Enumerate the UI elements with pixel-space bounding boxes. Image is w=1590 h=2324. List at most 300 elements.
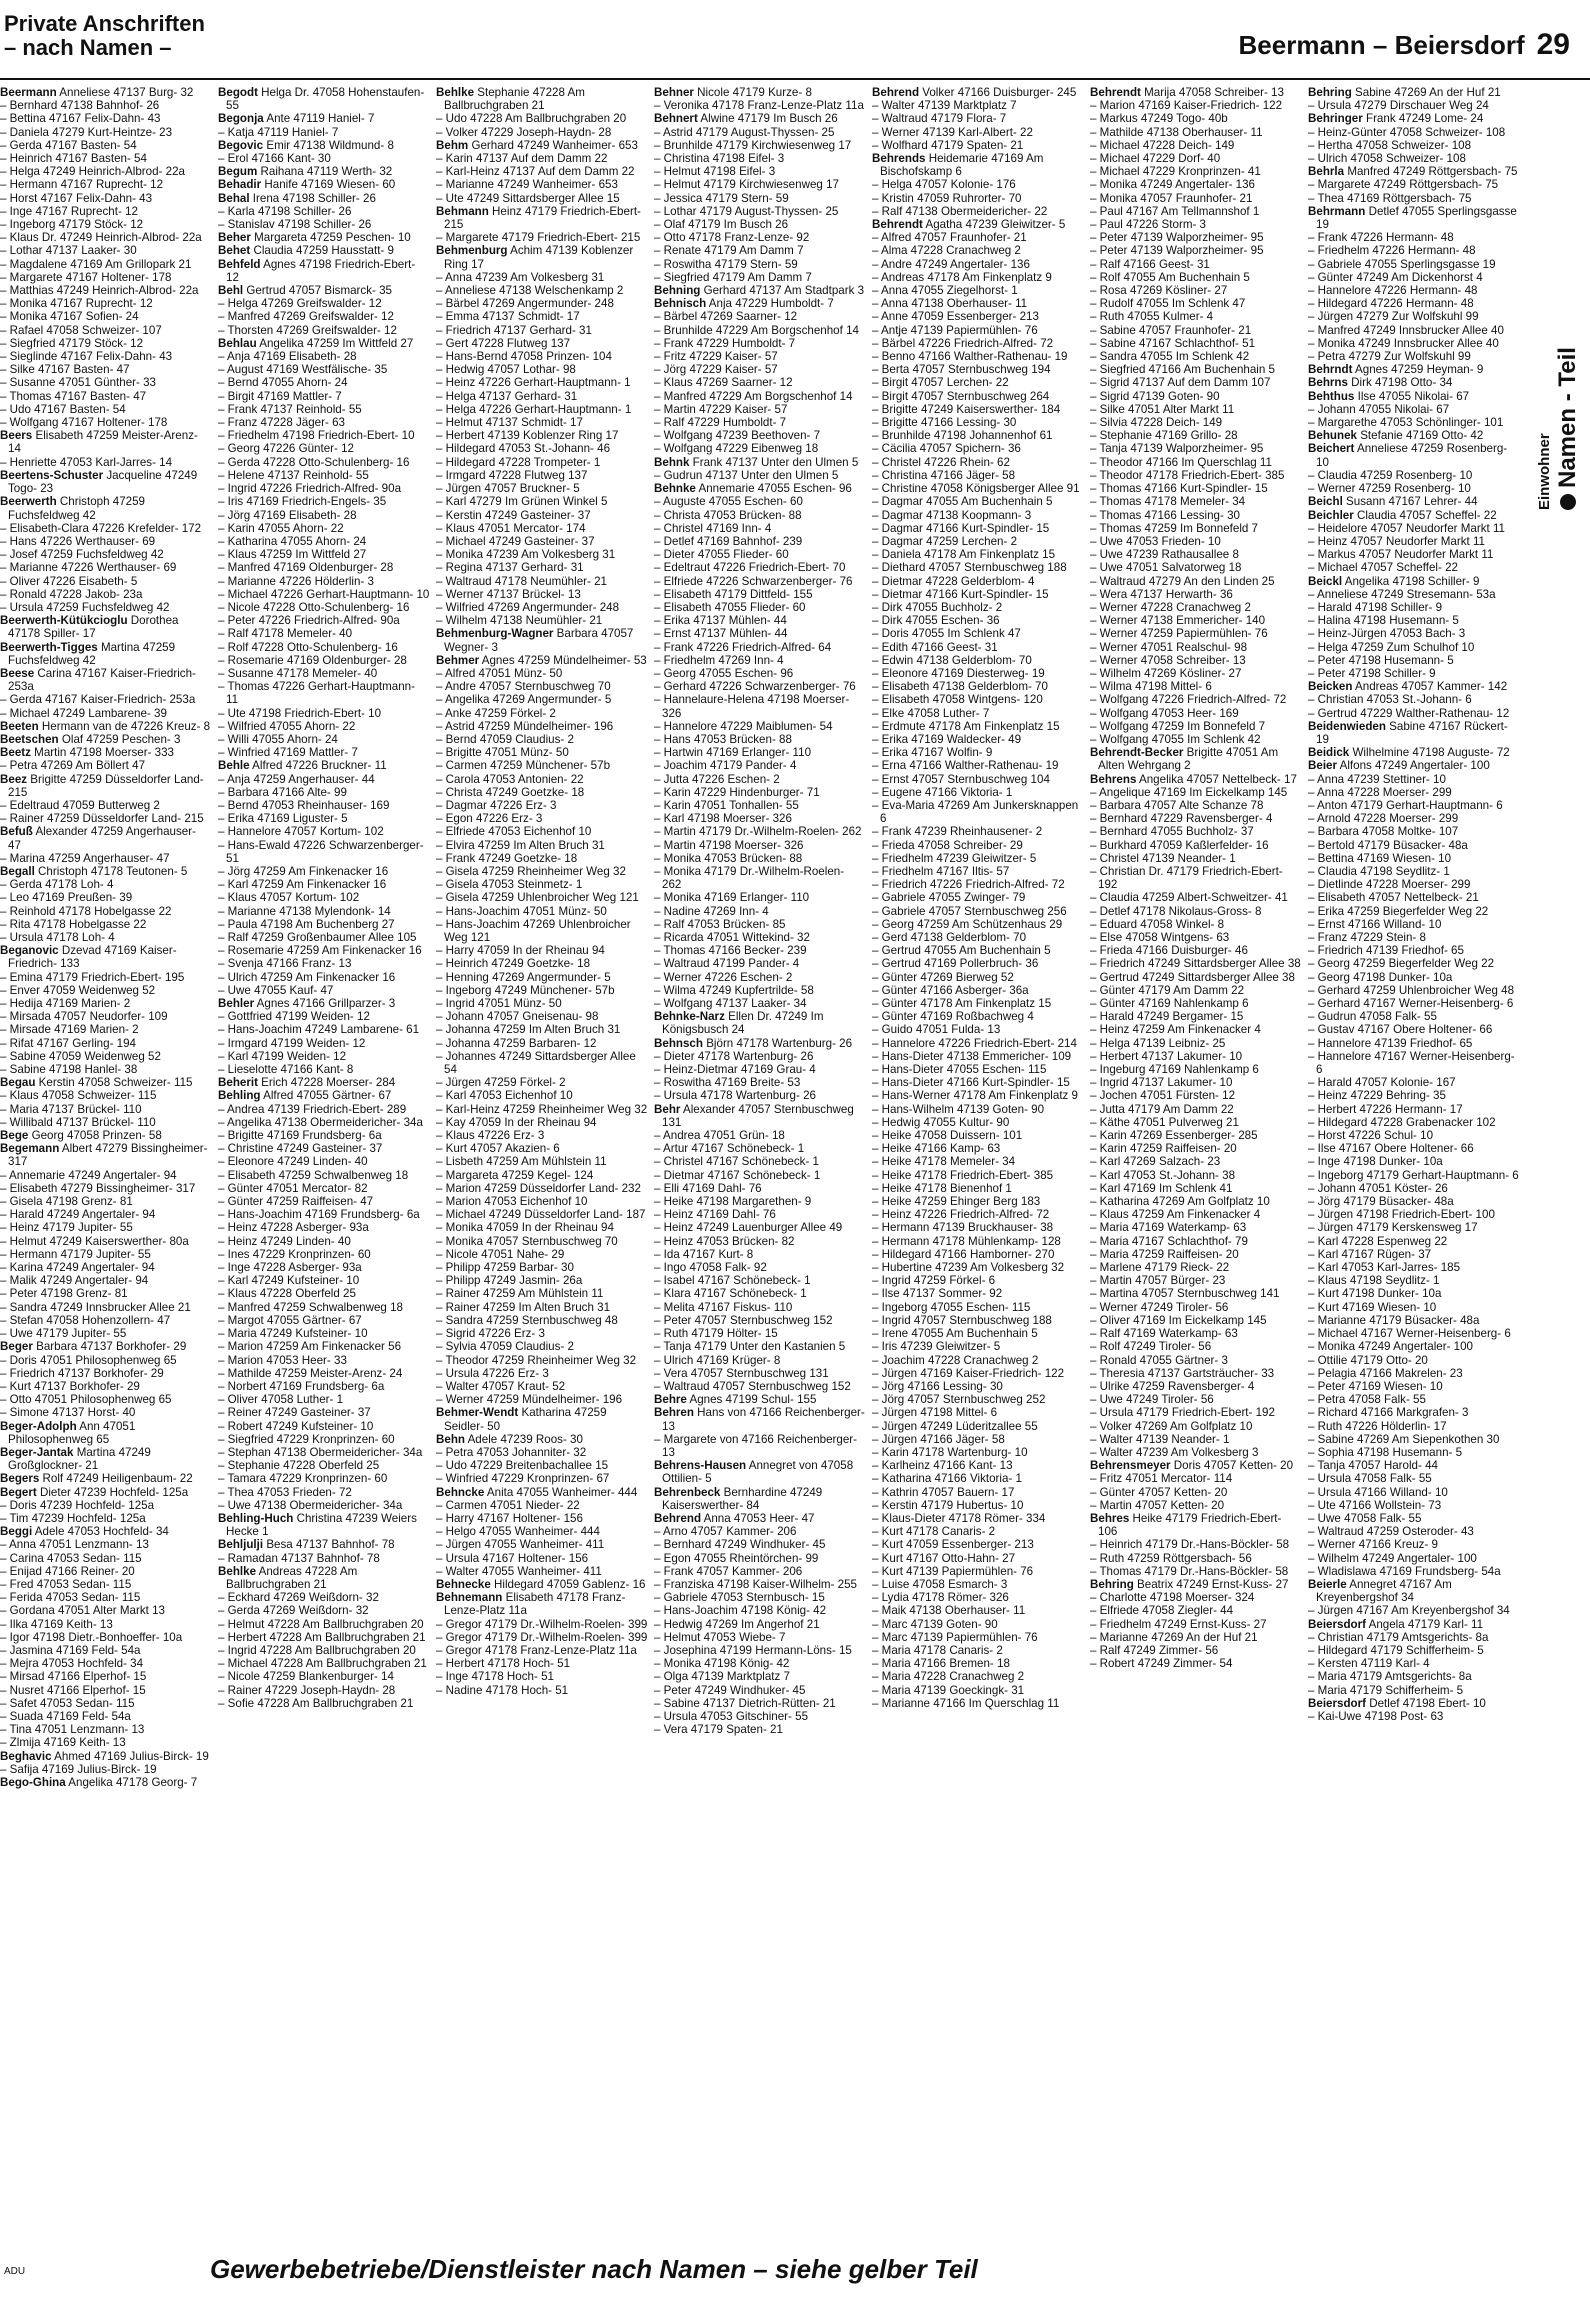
directory-entry: – Kurt 47178 Canaris- 2 [872,1525,996,1539]
directory-entry: – Friedhelm 47198 Friedrich-Ebert- 10 [218,429,415,443]
directory-entry: – Christa 47249 Goetzke- 18 [436,785,585,799]
directory-entry: – Wilma 47249 Kupfertrilde- 58 [654,983,814,997]
directory-entry: – Kersten 47119 Karl- 4 [1308,1657,1430,1671]
directory-entry: – Stanislav 47198 Schiller- 26 [218,218,372,232]
directory-entry: – Edith 47166 Geest- 31 [872,640,998,654]
directory-entry: – Ralf 47229 Humboldt- 7 [654,416,787,430]
directory-entry: – Hans-Wilhelm 47139 Goten- 90 [872,1102,1045,1116]
directory-entry: – Brigitte 47166 Lessing- 30 [872,416,1017,430]
directory-entry: – Hans-Dieter 47138 Emmericher- 109 [872,1049,1072,1063]
directory-entry: – Maria 47167 Schlachthof- 79 [1090,1234,1248,1248]
directory-column [654,86,866,2234]
directory-entry: – Gordana 47051 Alter Markt 13 [0,1604,165,1618]
directory-entry: – Mathilde 47138 Oberhauser- 11 [1090,125,1263,139]
directory-entry: – Gregor 47178 Franz-Lenze-Platz 11a [436,1643,637,1657]
directory-columns [0,86,1520,2234]
directory-entry: – Horst 47226 Schul- 10 [1308,1129,1434,1143]
directory-entry: – Svenja 47166 Franz- 13 [218,957,352,971]
directory-entry: – Enijad 47166 Reiner- 20 [0,1564,135,1578]
directory-entry: – Ilse 47137 Sommer- 92 [872,1287,1003,1301]
directory-entry: – Ottilie 47179 Otto- 20 [1308,1353,1428,1367]
directory-entry: – Thomas 47179 Dr.-Hans-Böckler- 58 [1090,1564,1289,1578]
directory-entry: – Else 47058 Wintgens- 63 [1090,931,1230,944]
directory-entry: – Hans-Werner 47178 Am Finkenplatz 9 [872,1089,1079,1103]
directory-entry: – Kurt 47059 Essenberger- 213 [872,1538,1034,1552]
directory-entry: – Bärbel 47269 Saarner- 12 [654,310,798,324]
directory-entry: – Barbara 47057 Alte Schanze 78 [1090,798,1264,812]
directory-entry: – Christine 47249 Gasteiner- 37 [218,1142,383,1156]
directory-entry: – Ernst 47057 Sternbuschweg 104 [872,772,1050,786]
directory-entry: Behrla Manfred 47249 Röttgersbach- 75 [1308,165,1518,179]
directory-entry: – Marianne 47249 Wanheimer- 653 [436,178,618,192]
directory-entry: – Waltraud 47199 Pander- 4 [654,957,800,971]
directory-entry: – Gabriele 47053 Sternbusch- 15 [654,1591,825,1605]
directory-entry: – Thomas 47166 Lessing- 30 [1090,508,1240,522]
directory-entry: – Edwin 47138 Gelderblom- 70 [872,653,1032,667]
directory-entry: – Wolfgang 47055 Im Schlenk 42 [1090,732,1261,746]
directory-entry: – Bertold 47179 Büsacker- 48a [1308,838,1468,852]
directory-entry: – Jürgen 47057 Bruckner- 5 [436,482,580,496]
directory-entry: – Ute 47249 Sittardsberger Allee 15 [436,191,620,205]
directory-entry: – Maria 47178 Canaris- 2 [872,1643,1003,1657]
directory-entry: – Michael 47249 Gasteiner- 37 [436,534,595,548]
directory-entry: – Marc 47139 Papiermühlen- 76 [872,1630,1038,1644]
directory-entry: – Elisabeth 47138 Gelderblom- 70 [872,680,1048,694]
directory-entry: – Kurt 47167 Otto-Hahn- 27 [872,1551,1016,1565]
directory-entry: – Rita 47178 Hobelgasse 22 [0,917,147,931]
directory-entry: – Jörg 47229 Kaiser- 57 [654,363,778,377]
directory-entry: – Reiner 47249 Gasteiner- 37 [218,1406,371,1420]
directory-entry: Behet Claudia 47259 Hausstatt- 9 [218,244,394,258]
entry-list [654,86,866,1736]
directory-entry: – Rosemarie 47169 Oldenburger- 28 [218,653,407,667]
directory-entry: – Thomas 47259 Im Bonnefeld 7 [1090,521,1259,535]
directory-entry: – Theodor 47166 Im Querschlag 11 [1090,455,1272,469]
directory-entry: – Monika 47249 Angertaler- 136 [1090,178,1256,192]
directory-entry: – Maria 47139 Goeckingk- 31 [872,1683,1025,1697]
directory-entry: – Ingrid 47137 Lakumer- 10 [1090,1076,1233,1090]
directory-entry: – Gerda 47228 Otto-Schulenberg- 16 [218,455,410,469]
directory-entry: – Gerhard 47167 Werner-Heisenberg- 6 [1308,997,1514,1011]
directory-entry: – Sophia 47198 Husemann- 5 [1308,1445,1463,1459]
directory-entry: – Wolfgang 47053 Heer- 169 [1090,706,1239,720]
directory-entry: – Herbert 47178 Hoch- 51 [436,1657,571,1671]
directory-entry: Behunek Stefanie 47169 Otto- 42 [1308,429,1484,443]
directory-entry: – Anke 47259 Förkel- 2 [436,706,556,720]
directory-entry: – Karin 47051 Tonhallen- 55 [654,798,799,812]
directory-entry: – Klara 47167 Schönebeck- 1 [654,1287,807,1301]
directory-entry: Beichler Claudia 47057 Scheffel- 22 [1308,508,1497,522]
directory-entry: – Ursula 47178 Loh- 4 [0,931,115,944]
directory-entry: – Silke 47167 Basten- 47 [0,363,130,377]
directory-entry: – Jessica 47179 Stern- 59 [654,191,789,205]
directory-entry: – Mirsada 47057 Neudorfer- 109 [0,1010,168,1024]
directory-entry: – Dirk 47055 Buchholz- 2 [872,600,1003,614]
directory-entry: – Friedrich 47137 Gerhard- 31 [436,323,592,337]
directory-entry: – Malik 47249 Angertaler- 94 [0,1274,149,1288]
directory-entry: – Peter 47139 Walporzheimer- 95 [1090,244,1264,258]
directory-entry: – Anna 47239 Stettiner- 10 [1308,772,1446,786]
directory-entry: – Wera 47137 Herwarth- 36 [1090,587,1233,601]
directory-entry: – Wilhelm 47269 Kösliner- 27 [1090,666,1242,680]
directory-entry: – Pelagia 47166 Makrelen- 23 [1308,1366,1463,1380]
directory-column [436,86,648,2234]
directory-entry: – Margot 47055 Gärtner- 67 [218,1313,362,1327]
page-footer [0,2240,1590,2300]
directory-entry: – Günter 47169 Roßbachweg 4 [872,1010,1034,1024]
section-title-line1: Private Anschriften [4,11,205,36]
directory-entry: – Jasmina 47169 Feld- 54a [0,1643,141,1657]
directory-entry: – Rafael 47058 Schweizer- 107 [0,323,162,337]
directory-entry: – Andrea 47051 Grün- 18 [654,1129,785,1143]
directory-entry: – Gerhard 47259 Uhlenbroicher Weg 48 [1308,983,1515,997]
directory-entry: – Ernst 47166 Willand- 10 [1308,917,1442,931]
directory-entry: – Klaus 47058 Schweizer- 115 [0,1089,157,1103]
directory-entry: – Wilfried 47055 Ahorn- 22 [218,719,356,733]
section-title [4,12,205,60]
directory-entry: Behrendt-Becker Brigitte 47051 Am Alten Wehrgang 2 [1090,746,1279,773]
directory-entry: – Simone 47137 Horst- 40 [0,1406,136,1420]
directory-entry: – Hannelore 47167 Werner-Heisenberg- 6 [1308,1049,1515,1077]
directory-entry: – Maria 47228 Cranachweg 2 [872,1670,1025,1684]
directory-entry: – Elisabeth-Clara 47226 Krefelder- 172 [0,521,202,535]
directory-entry: – Arno 47057 Kammer- 206 [654,1525,797,1539]
directory-entry: – Volker 47229 Joseph-Haydn- 28 [436,125,612,139]
directory-entry: – Anna 47228 Moerser- 299 [1308,785,1452,799]
directory-entry: – Halina 47198 Husemann- 5 [1308,614,1459,628]
directory-entry: – Karin 47269 Essenberger- 285 [1090,1129,1258,1143]
directory-entry: – Artur 47167 Schönebeck- 1 [654,1142,805,1156]
directory-entry: – Walter 47139 Neander- 1 [1090,1432,1230,1446]
directory-entry: – Sandra 47259 Sternbuschweg 48 [436,1313,618,1327]
directory-entry: – Werner 47051 Realschul- 98 [1090,640,1248,654]
directory-entry: – Carmen 47051 Nieder- 22 [436,1498,580,1512]
directory-entry: – Hermann 47178 Mühlenkamp- 128 [872,1234,1061,1248]
directory-entry: – Sabine 47057 Fraunhofer- 21 [1090,323,1252,337]
directory-entry: – Fred 47053 Sedan- 115 [0,1577,132,1591]
directory-entry: Beggi Adele 47053 Hochfeld- 34 [0,1525,169,1539]
directory-entry: – Ricarda 47051 Wittekind- 32 [654,931,810,944]
directory-entry: – Claudia 47259 Albert-Schweitzer- 41 [1090,891,1288,905]
directory-entry: – Tamara 47229 Kronprinzen- 60 [218,1472,388,1486]
directory-entry: Behrenbeck Bernhardine 47249 Kaiserswerther- 84 [654,1485,823,1512]
directory-entry: – Ingo 47058 Falk- 92 [654,1261,767,1275]
directory-entry: – Sofie 47228 Am Ballbruchgraben 21 [218,1696,414,1710]
directory-entry: Behmenburg Achim 47139 Koblenzer Ring 17 [436,244,634,271]
directory-entry: Behnke-Narz Ellen Dr. 47249 Im Königsbusch 24 [654,1010,824,1037]
directory-entry: – Margarete 47179 Friedrich-Ebert- 215 [436,231,641,245]
directory-entry: – Ruth 47259 Röttgersbach- 56 [1090,1551,1252,1565]
directory-entry: – Elisabeth 47279 Bissingheimer- 317 [0,1181,196,1195]
directory-entry: – Theresia 47137 Gartsträucher- 33 [1090,1366,1275,1380]
directory-entry: – Waltraud 47057 Sternbuschweg 152 [654,1379,851,1393]
directory-entry: – Werner 47166 Kreuz- 9 [1308,1538,1438,1552]
directory-entry: – Gerda 47178 Loh- 4 [0,878,114,892]
directory-entry: Beierle Annegret 47167 Am Kreyenbergshof 34 [1308,1577,1452,1605]
directory-entry: – Christel 47226 Rhein- 62 [872,455,1010,469]
directory-entry: – Michael 47228 Am Ballbruchgraben 21 [218,1657,427,1671]
directory-entry: Behrend Volker 47166 Duisburger- 245 [872,86,1077,99]
directory-entry: – Gerhard 47226 Schwarzenberger- 76 [654,680,856,694]
directory-entry: – Inge 47198 Dunker- 10a [1308,1155,1443,1169]
directory-entry: – Michael 47226 Gerhart-Hauptmann- 10 [218,587,430,601]
directory-entry: – Karl 47053 Karl-Jarres- 185 [1308,1261,1461,1275]
directory-entry: – Margareta 47259 Kegel- 124 [436,1168,594,1182]
directory-entry: – Willi 47055 Ahorn- 24 [218,732,338,746]
directory-entry: – Peter 47198 Husemann- 5 [1308,653,1454,667]
directory-entry: – Ute 47166 Wollstein- 73 [1308,1498,1442,1512]
directory-entry: Begert Dieter 47239 Hochfeld- 125a [0,1485,189,1499]
directory-entry: – Jürgen 47055 Wanheimer- 411 [436,1538,605,1552]
directory-entry: – Irmgard 47199 Weiden- 12 [218,1036,366,1050]
directory-entry: – Günter 47166 Asberger- 36a [872,983,1029,997]
directory-entry: – Inge 47228 Asberger- 93a [218,1261,362,1275]
directory-column [1090,86,1302,2234]
directory-entry: Behl Gertrud 47057 Bismarck- 35 [218,284,392,298]
directory-entry: – Zlmija 47169 Keith- 13 [0,1736,126,1750]
directory-entry: Bego-Ghina Angelika 47178 Georg- 7 [0,1776,198,1789]
directory-entry: – Karl 47199 Weiden- 12 [218,1049,347,1063]
directory-entry: Behnecke Hildegard 47059 Gablenz- 16 [436,1577,646,1591]
directory-entry: – Sandra 47055 Im Schlenk 42 [1090,350,1250,364]
directory-entry: Behringer Frank 47249 Lome- 24 [1308,112,1484,126]
directory-entry: – Cäcilia 47057 Spichern- 36 [872,442,1021,456]
directory-entry: – Olaf 47179 Im Busch 26 [654,218,789,232]
directory-entry: Beez Brigitte 47259 Düsseldorfer Land- 215 [0,772,204,799]
directory-entry: – Ferida 47053 Sedan- 115 [0,1591,141,1605]
directory-entry: – Herbert 47228 Am Ballbruchgraben 21 [218,1630,426,1644]
directory-entry: – Suada 47169 Feld- 54a [0,1709,131,1723]
directory-entry: – Inge 47178 Hoch- 51 [436,1670,554,1684]
directory-entry: – Andre 47057 Sternbuschweg 70 [436,680,611,694]
directory-entry: – Christian 47053 St.-Johann- 6 [1308,693,1472,707]
directory-entry: – Tanja 47139 Walporzheimer- 95 [1090,442,1264,456]
directory-entry: Bege Georg 47058 Prinzen- 58 [0,1129,162,1143]
directory-entry: – Theodor 47259 Rheinheimer Weg 32 [436,1353,637,1367]
directory-entry: – Klaus 47198 Seydlitz- 1 [1308,1274,1440,1288]
directory-entry: – Rainer 47229 Joseph-Haydn- 28 [218,1683,396,1697]
directory-entry: – Dieter 47055 Flieder- 60 [654,548,789,562]
directory-entry: – Heike 47178 Bienenhof 1 [872,1181,1012,1195]
directory-entry: – Markus 47249 Togo- 40b [1090,112,1228,126]
directory-entry: – Igor 47198 Dietr.-Bonhoeffer- 10a [0,1630,183,1644]
directory-entry: – Winfried 47229 Kronprinzen- 67 [436,1472,610,1486]
directory-entry: – Philipp 47259 Barbar- 30 [436,1261,574,1275]
directory-entry: – Mathilde 47259 Meister-Arenz- 24 [218,1366,403,1380]
directory-entry: Beidenwieden Sabine 47167 Rückert- 19 [1308,719,1508,746]
directory-entry: – Uwe 47179 Jupiter- 55 [0,1327,127,1341]
directory-entry: – Ursula 47226 Erz- 3 [436,1366,549,1380]
directory-entry: Beetz Martin 47198 Moerser- 333 [0,746,174,760]
directory-entry: – Ronald 47228 Jakob- 23a [0,587,143,601]
directory-entry: – Elvira 47259 Im Alten Bruch 31 [436,838,605,852]
directory-entry: – Bärbel 47269 Angermunder- 248 [436,297,614,311]
directory-entry: – Wilfried 47269 Angermunder- 248 [436,600,620,614]
directory-entry: – Heike 47058 Duissern- 101 [872,1129,1023,1143]
directory-entry: – Waltraud 47259 Osteroder- 43 [1308,1525,1474,1539]
directory-entry: – Anna 47239 Am Volkesberg 31 [436,270,605,284]
directory-entry: – Christel 47169 Inn- 4 [654,521,772,535]
directory-entry: – Kathrin 47057 Bauern- 17 [872,1485,1015,1499]
directory-entry: – Elli 47169 Dahl- 76 [654,1181,762,1195]
directory-entry: – Jürgen 47167 Am Kreyenbergshof 34 [1308,1604,1510,1618]
directory-entry: – Susanne 47178 Memeler- 40 [218,666,378,680]
directory-entry: Beerwerth-Kütükcioglu Dorothea 47178 Spiller- 17 [0,614,179,641]
page-range-header [1239,30,1570,60]
directory-entry: – Marion 47259 Am Finkenacker 56 [218,1340,402,1354]
directory-entry: – Werner 47058 Schreiber- 13 [1090,653,1246,667]
directory-entry: – Heinz 47226 Friedrich-Alfred- 72 [872,1208,1050,1222]
directory-entry: – Roswitha 47169 Breite- 53 [654,1076,801,1090]
directory-entry: – Margarete 47249 Röttgersbach- 75 [1308,178,1499,192]
directory-entry: Behrends Heidemarie 47169 Am Bischofskamp 6 [872,152,1044,179]
directory-entry: – Gisela 47259 Rheinheimer Weg 32 [436,864,626,878]
directory-entry: – Hildegard 47166 Hamborner- 270 [872,1247,1055,1261]
directory-entry: – Tanja 47057 Harold- 44 [1308,1459,1438,1473]
directory-entry: – Roswitha 47179 Stern- 59 [654,257,798,271]
directory-entry: – Jörg 47057 Sternbuschweg 252 [872,1393,1046,1407]
directory-entry: – Erika 47259 Biegerfelder Weg 22 [1308,904,1489,918]
directory-entry: – Anja 47169 Elisabeth- 28 [218,350,357,364]
directory-entry: – Udo 47228 Am Ballbruchgraben 20 [436,112,627,126]
directory-entry: – Christa 47053 Brücken- 88 [654,508,802,522]
directory-entry: – Paul 47226 Storm- 3 [1090,218,1207,232]
directory-entry: – Rainer 47259 Am Mühlstein 11 [436,1287,604,1301]
directory-entry: Beermann Anneliese 47137 Burg- 32 [0,86,194,99]
directory-entry: – Harald 47198 Schiller- 9 [1308,600,1443,614]
directory-entry: – Peter 47169 Wiesen- 10 [1308,1379,1443,1393]
directory-entry: – Heidelore 47057 Neudorfer Markt 11 [1308,521,1505,535]
directory-entry: – Sabine 47137 Dietrich-Rütten- 21 [654,1696,836,1710]
directory-entry: – Gerda 47167 Basten- 54 [0,138,137,152]
directory-entry: – Anna 47051 Lenzmann- 13 [0,1538,149,1552]
directory-entry: – Marianne 47269 An der Huf 21 [1090,1630,1258,1644]
directory-entry: – Paula 47198 Am Buchenberg 27 [218,917,395,931]
directory-entry: – Vera 47179 Spaten- 21 [654,1723,783,1737]
directory-entry: – Luise 47058 Esmarch- 3 [872,1577,1008,1591]
directory-entry: – Sieglinde 47167 Felix-Dahn- 43 [0,350,173,364]
directory-entry: – Werner 47249 Tiroler- 56 [1090,1300,1229,1314]
directory-entry: – Hans-Dieter 47055 Eschen- 115 [872,1063,1047,1077]
directory-entry: – Heinz 47169 Dahl- 76 [654,1208,776,1222]
directory-entry: – Gregor 47179 Dr.-Wilhelm-Roelen- 399 [436,1630,648,1644]
directory-entry: Behmer-Wendt Katharina 47259 Seidler- 50 [436,1406,607,1433]
directory-entry: – Ralf 47259 Großenbaumer Allee 105 [218,931,417,944]
directory-entry: – Georg 47226 Günter- 12 [218,442,354,456]
directory-entry: – Heinz 47249 Linden- 40 [218,1234,351,1248]
directory-entry: – Birgit 47169 Mattler- 7 [218,389,342,403]
directory-entry: Behrendt Marija 47058 Schreiber- 13 [1090,86,1284,99]
directory-entry: – Brigitte 47051 Münz- 50 [436,746,569,760]
directory-entry: – Stephan 47138 Obermeidericher- 34a [218,1445,423,1459]
directory-entry: – Karl 47053 St.-Johann- 38 [1090,1168,1236,1182]
directory-entry: – Werner 47139 Karl-Albert- 22 [872,125,1033,139]
entry-list [218,86,430,1710]
directory-entry: – Wilhelm 47249 Angertaler- 100 [1308,1551,1477,1565]
directory-entry: – Karin 47137 Auf dem Damm 22 [436,152,608,166]
directory-entry: – Werner 47259 Papiermühlen- 76 [1090,627,1268,641]
directory-entry: – Berta 47057 Sternbuschweg 194 [872,363,1051,377]
directory-entry: – Anton 47179 Gerhart-Hauptmann- 6 [1308,798,1503,812]
directory-entry: – Ilse 47167 Obere Holtener- 66 [1308,1142,1474,1156]
directory-entry: – Bettina 47167 Felix-Dahn- 43 [0,112,161,126]
directory-entry: – Sabine 47059 Weidenweg 52 [0,1049,161,1063]
directory-entry: – Martina 47057 Sternbuschweg 141 [1090,1287,1280,1301]
directory-entry: – Lisbeth 47259 Am Mühlstein 11 [436,1155,607,1169]
directory-entry: – Jürgen 47259 Förkel- 2 [436,1076,566,1090]
directory-entry: – Manfred 47259 Schwalbenweg 18 [218,1300,403,1314]
directory-entry: Behre Agnes 47199 Schul- 155 [654,1393,817,1407]
directory-entry: – Brunhilde 47179 Kirchwiesenweg 17 [654,138,852,152]
directory-entry: – Safet 47053 Sedan- 115 [0,1696,135,1710]
directory-entry: – Marina 47259 Angerhauser- 47 [0,851,170,865]
directory-entry: – Jürgen 47179 Kerskensweg 17 [1308,1221,1478,1235]
directory-entry: – Franz 47228 Jäger- 63 [218,416,345,430]
directory-entry: – Johann 47051 Köster- 26 [1308,1181,1448,1195]
directory-entry: Beers Elisabeth 47259 Meister-Arenz- 14 [0,429,198,456]
directory-entry: – Franziska 47198 Kaiser-Wilhelm- 255 [654,1577,857,1591]
directory-entry: – Heinrich 47179 Dr.-Hans-Böckler- 58 [1090,1538,1290,1552]
directory-entry: – Sabine 47198 Hanlel- 38 [0,1063,138,1077]
directory-entry: Behn Adele 47239 Roos- 30 [436,1432,583,1446]
directory-entry: – Frank 47249 Goetzke- 18 [436,851,578,865]
directory-entry: – Otto 47178 Franz-Lenze- 92 [654,231,810,245]
directory-entry: – Klaus 47226 Erz- 3 [436,1129,545,1143]
directory-entry: – Inge 47167 Ruprecht- 12 [0,204,138,218]
directory-entry: Behljulji Besa 47137 Bahnhof- 78 [218,1538,395,1552]
directory-entry: – Heike 47166 Kamp- 63 [872,1142,1001,1156]
directory-entry: – Käthe 47051 Pulverweg 21 [1090,1115,1239,1129]
directory-entry: – Willibald 47137 Brückel- 110 [0,1115,156,1129]
directory-entry: – Olga 47139 Marktplatz 7 [654,1670,790,1684]
directory-entry: – Klaus 47259 Im Wittfeld 27 [218,548,367,562]
directory-entry: – Angelika 47138 Obermeidericher- 34a [218,1115,423,1129]
directory-entry: – Ingrid 47226 Friedrich-Alfred- 90a [218,482,402,496]
directory-entry: – Mirsade 47169 Marien- 2 [0,1023,139,1037]
directory-entry: – Heike 47178 Memeler- 34 [872,1155,1016,1169]
directory-entry: – Hertha 47058 Schweizer- 108 [1308,138,1472,152]
directory-entry: – Heinz 47229 Behring- 35 [1308,1089,1446,1103]
directory-entry: – Fritz 47051 Mercator- 114 [1090,1472,1233,1486]
directory-entry: Behm Gerhard 47249 Wanheimer- 653 [436,138,638,152]
directory-entry: – Harry 47059 In der Rheinau 94 [436,944,605,958]
directory-entry: – Frank 47229 Humboldt- 7 [654,336,796,350]
directory-entry: – Marianne 47226 Werthauser- 69 [0,561,177,575]
directory-entry: Behler Agnes 47166 Grillparzer- 3 [218,997,396,1011]
directory-entry: – Wilhelm 47138 Neumühler- 21 [436,614,603,628]
directory-entry: Begonja Ante 47119 Haniel- 7 [218,112,375,126]
directory-entry: – Gabriele 47057 Sternbuschweg 256 [872,904,1067,918]
directory-entry: – Dietmar 47228 Gelderblom- 4 [872,574,1035,588]
directory-entry: – Jürgen 47198 Mittel- 6 [872,1406,998,1420]
directory-entry: – Maria 47249 Kufsteiner- 10 [218,1327,368,1341]
directory-entry: – Karl 47269 Salzach- 23 [1090,1155,1221,1169]
directory-entry: – Horst 47167 Felix-Dahn- 43 [0,191,153,205]
directory-entry: – Ursula 47167 Holtener- 156 [436,1551,589,1565]
directory-entry: – Waltraud 47178 Neumühler- 21 [436,574,607,588]
directory-entry: – Ilka 47169 Keith- 13 [0,1617,113,1631]
directory-entry: – Winfried 47169 Mattler- 7 [218,746,358,760]
directory-entry: Beger Barbara 47137 Borkhofer- 29 [0,1340,187,1354]
directory-entry: – Kay 47059 In der Rheinau 94 [436,1115,597,1129]
directory-entry: – Michael 47057 Scheffel- 22 [1308,561,1458,575]
directory-entry: – Matthias 47249 Heinrich-Albrod- 22a [0,284,199,298]
directory-entry: – Marion 47169 Kaiser-Friedrich- 122 [1090,99,1283,113]
directory-entry: – Kurt 47057 Akazien- 6 [436,1142,560,1156]
directory-entry: – Jörg 47166 Lessing- 30 [872,1379,1003,1393]
directory-entry: – Hermann 47179 Jupiter- 55 [0,1247,151,1261]
directory-entry: Behning Gerhard 47137 Am Stadtpark 3 [654,284,865,298]
